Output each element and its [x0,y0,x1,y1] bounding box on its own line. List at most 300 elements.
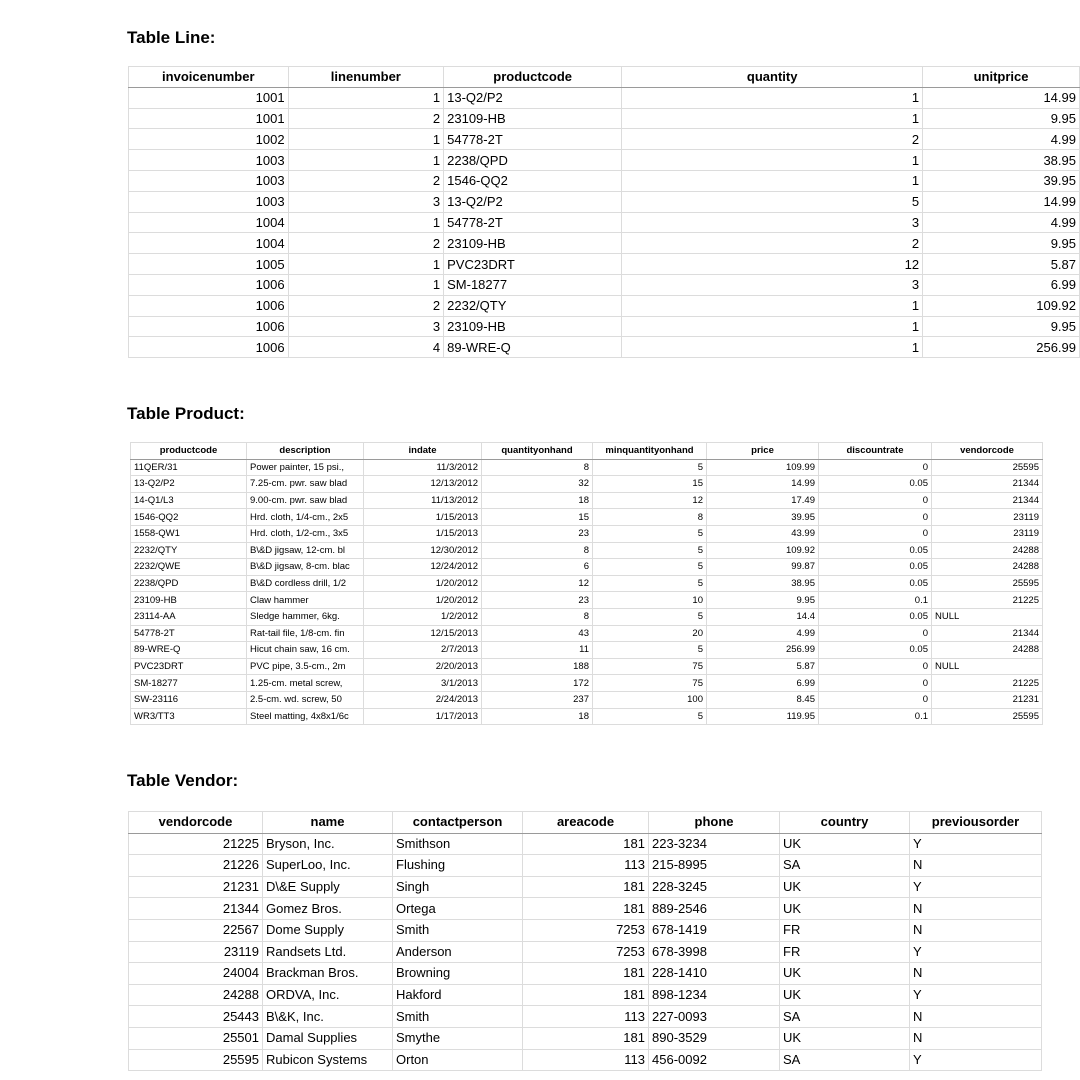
product-header-indate: indate [364,443,482,460]
product-cell-productcode: 2238/QPD [131,575,247,592]
product-cell-indate: 3/1/2013 [364,675,482,692]
vendor-cell-areacode: 181 [523,963,649,985]
product-cell-price: 9.95 [707,592,819,609]
product-cell-indate: 1/20/2012 [364,592,482,609]
product-cell-indate: 2/24/2013 [364,691,482,708]
product-cell-discountrate: 0 [819,625,932,642]
line-cell-productcode: 13-Q2/P2 [444,87,622,108]
product-cell-vendorcode: 21231 [932,691,1043,708]
product-row [131,476,1043,493]
vendor-cell-vendorcode: 25443 [129,1006,263,1028]
product-cell-description: Hicut chain saw, 16 cm. [247,642,364,659]
vendor-cell-country: UK [780,1027,910,1049]
vendor-cell-name: ORDVA, Inc. [263,984,393,1006]
product-cell-description: Hrd. cloth, 1/4-cm., 2x5 [247,509,364,526]
vendor-cell-country: FR [780,919,910,941]
line-cell-quantity: 1 [622,87,923,108]
product-cell-description: 7.25-cm. pwr. saw blad [247,476,364,493]
product-cell-productcode: SM-18277 [131,675,247,692]
product-cell-description: B\&D jigsaw, 8-cm. blac [247,559,364,576]
vendor-cell-phone: 456-0092 [649,1049,780,1071]
product-cell-description: Rat-tail file, 1/8-cm. fin [247,625,364,642]
product-cell-vendorcode: NULL [932,658,1043,675]
line-table [128,66,1080,358]
product-cell-discountrate: 0 [819,691,932,708]
product-cell-productcode: 89-WRE-Q [131,642,247,659]
product-header-minquantityonhand: minquantityonhand [593,443,707,460]
product-row [131,658,1043,675]
vendor-cell-previousorder: N [910,1027,1042,1049]
vendor-cell-contactperson: Ortega [393,898,523,920]
product-cell-vendorcode: 23119 [932,509,1043,526]
line-cell-unitprice: 9.95 [923,233,1080,254]
product-row [131,625,1043,642]
vendor-cell-vendorcode: 21225 [129,833,263,855]
product-cell-price: 17.49 [707,492,819,509]
vendor-cell-contactperson: Browning [393,963,523,985]
line-cell-linenumber: 2 [288,233,444,254]
line-cell-productcode: 23109-HB [444,233,622,254]
product-row [131,708,1043,725]
line-cell-linenumber: 2 [288,295,444,316]
product-cell-indate: 2/7/2013 [364,642,482,659]
product-cell-quantityonhand: 23 [482,525,593,542]
vendor-cell-previousorder: N [910,898,1042,920]
product-row [131,559,1043,576]
vendor-table [128,811,1042,1071]
product-row [131,459,1043,476]
vendor-cell-previousorder: Y [910,833,1042,855]
vendor-cell-areacode: 181 [523,1027,649,1049]
product-cell-productcode: 13-Q2/P2 [131,476,247,493]
vendor-header-vendorcode: vendorcode [129,812,263,834]
product-cell-indate: 12/30/2012 [364,542,482,559]
vendor-row [129,1049,1042,1071]
line-cell-unitprice: 4.99 [923,212,1080,233]
product-row [131,642,1043,659]
line-header-productcode: productcode [444,67,622,88]
line-cell-quantity: 3 [622,274,923,295]
vendor-header-phone: phone [649,812,780,834]
product-cell-indate: 1/15/2013 [364,525,482,542]
vendor-cell-name: Randsets Ltd. [263,941,393,963]
product-cell-indate: 1/17/2013 [364,708,482,725]
product-header-productcode: productcode [131,443,247,460]
line-header-linenumber: linenumber [288,67,444,88]
line-cell-productcode: 54778-2T [444,212,622,233]
product-cell-discountrate: 0.05 [819,559,932,576]
line-cell-invoicenumber: 1001 [129,108,289,129]
line-cell-invoicenumber: 1003 [129,170,289,191]
vendor-cell-vendorcode: 21231 [129,876,263,898]
product-cell-vendorcode: 24288 [932,559,1043,576]
product-cell-discountrate: 0.1 [819,592,932,609]
vendor-cell-previousorder: Y [910,876,1042,898]
vendor-cell-phone: 227-0093 [649,1006,780,1028]
product-cell-vendorcode: 23119 [932,525,1043,542]
vendor-header-areacode: areacode [523,812,649,834]
line-row [129,129,1080,150]
line-cell-productcode: 23109-HB [444,108,622,129]
product-cell-productcode: SW-23116 [131,691,247,708]
product-cell-minquantityonhand: 75 [593,658,707,675]
line-cell-linenumber: 1 [288,274,444,295]
product-cell-vendorcode: 24288 [932,542,1043,559]
vendor-cell-country: UK [780,833,910,855]
vendor-cell-areacode: 113 [523,1049,649,1071]
product-cell-discountrate: 0 [819,675,932,692]
product-cell-minquantityonhand: 5 [593,642,707,659]
product-cell-price: 5.87 [707,658,819,675]
line-cell-invoicenumber: 1001 [129,87,289,108]
product-cell-productcode: 1558-QW1 [131,525,247,542]
vendor-cell-name: Gomez Bros. [263,898,393,920]
vendor-cell-vendorcode: 25501 [129,1027,263,1049]
vendor-cell-areacode: 113 [523,1006,649,1028]
product-cell-price: 14.4 [707,608,819,625]
product-cell-description: 1.25-cm. metal screw, [247,675,364,692]
product-cell-productcode: WR3/TT3 [131,708,247,725]
product-header-quantityonhand: quantityonhand [482,443,593,460]
vendor-cell-phone: 223-3234 [649,833,780,855]
vendor-row [129,984,1042,1006]
vendor-cell-phone: 678-3998 [649,941,780,963]
vendor-cell-country: UK [780,963,910,985]
product-cell-productcode: PVC23DRT [131,658,247,675]
product-cell-indate: 2/20/2013 [364,658,482,675]
product-cell-discountrate: 0.05 [819,542,932,559]
product-cell-indate: 1/15/2013 [364,509,482,526]
vendor-cell-phone: 898-1234 [649,984,780,1006]
product-cell-vendorcode: NULL [932,608,1043,625]
line-cell-productcode: 54778-2T [444,129,622,150]
product-cell-indate: 11/13/2012 [364,492,482,509]
product-cell-indate: 1/2/2012 [364,608,482,625]
product-row [131,592,1043,609]
product-cell-indate: 12/24/2012 [364,559,482,576]
product-cell-discountrate: 0 [819,459,932,476]
product-cell-vendorcode: 21344 [932,492,1043,509]
line-cell-unitprice: 9.95 [923,108,1080,129]
line-cell-productcode: 2232/QTY [444,295,622,316]
line-row [129,87,1080,108]
vendor-cell-vendorcode: 25595 [129,1049,263,1071]
line-cell-invoicenumber: 1003 [129,191,289,212]
product-cell-description: Power painter, 15 psi., [247,459,364,476]
vendor-cell-vendorcode: 22567 [129,919,263,941]
vendor-cell-vendorcode: 23119 [129,941,263,963]
vendor-cell-name: Bryson, Inc. [263,833,393,855]
product-cell-price: 8.45 [707,691,819,708]
product-cell-indate: 1/20/2012 [364,575,482,592]
line-cell-productcode: 23109-HB [444,316,622,337]
product-cell-price: 39.95 [707,509,819,526]
product-cell-price: 119.95 [707,708,819,725]
line-row [129,254,1080,275]
product-cell-vendorcode: 25595 [932,575,1043,592]
product-cell-vendorcode: 21344 [932,476,1043,493]
product-cell-price: 109.92 [707,542,819,559]
product-cell-price: 43.99 [707,525,819,542]
product-cell-discountrate: 0 [819,509,932,526]
product-cell-productcode: 14-Q1/L3 [131,492,247,509]
product-cell-vendorcode: 25595 [932,459,1043,476]
product-cell-quantityonhand: 8 [482,542,593,559]
line-cell-productcode: 13-Q2/P2 [444,191,622,212]
product-cell-minquantityonhand: 75 [593,675,707,692]
product-cell-price: 109.99 [707,459,819,476]
product-cell-discountrate: 0 [819,492,932,509]
vendor-cell-country: UK [780,898,910,920]
product-cell-description: Steel matting, 4x8x1/6c [247,708,364,725]
vendor-cell-phone: 228-1410 [649,963,780,985]
product-row [131,575,1043,592]
product-cell-indate: 12/15/2013 [364,625,482,642]
product-cell-price: 4.99 [707,625,819,642]
product-cell-vendorcode: 24288 [932,642,1043,659]
line-cell-linenumber: 1 [288,150,444,171]
vendor-cell-vendorcode: 21344 [129,898,263,920]
product-cell-productcode: 11QER/31 [131,459,247,476]
line-cell-productcode: 1546-QQ2 [444,170,622,191]
product-cell-quantityonhand: 188 [482,658,593,675]
line-cell-quantity: 1 [622,337,923,358]
line-cell-linenumber: 3 [288,191,444,212]
product-cell-vendorcode: 21344 [932,625,1043,642]
product-cell-quantityonhand: 32 [482,476,593,493]
product-cell-productcode: 23114-AA [131,608,247,625]
vendor-cell-contactperson: Anderson [393,941,523,963]
vendor-cell-vendorcode: 24288 [129,984,263,1006]
product-row [131,509,1043,526]
product-cell-discountrate: 0 [819,525,932,542]
vendor-cell-name: Dome Supply [263,919,393,941]
vendor-cell-country: SA [780,1006,910,1028]
line-cell-linenumber: 2 [288,108,444,129]
line-cell-unitprice: 4.99 [923,129,1080,150]
product-cell-vendorcode: 21225 [932,675,1043,692]
product-cell-minquantityonhand: 5 [593,459,707,476]
product-cell-minquantityonhand: 12 [593,492,707,509]
product-cell-minquantityonhand: 5 [593,559,707,576]
line-cell-quantity: 1 [622,108,923,129]
line-cell-invoicenumber: 1004 [129,212,289,233]
line-cell-linenumber: 2 [288,170,444,191]
line-cell-unitprice: 6.99 [923,274,1080,295]
line-cell-productcode: SM-18277 [444,274,622,295]
vendor-cell-previousorder: N [910,855,1042,877]
product-cell-price: 256.99 [707,642,819,659]
line-cell-linenumber: 4 [288,337,444,358]
product-cell-discountrate: 0.05 [819,642,932,659]
vendor-cell-contactperson: Orton [393,1049,523,1071]
line-cell-unitprice: 14.99 [923,191,1080,212]
line-row [129,212,1080,233]
product-header-price: price [707,443,819,460]
product-table-title: Table Product: [127,404,245,423]
product-cell-minquantityonhand: 5 [593,575,707,592]
vendor-cell-areacode: 181 [523,833,649,855]
product-cell-quantityonhand: 6 [482,559,593,576]
vendor-cell-previousorder: N [910,963,1042,985]
vendor-cell-contactperson: Hakford [393,984,523,1006]
line-header-unitprice: unitprice [923,67,1080,88]
vendor-cell-phone: 678-1419 [649,919,780,941]
line-row [129,337,1080,358]
vendor-cell-vendorcode: 21226 [129,855,263,877]
product-cell-price: 14.99 [707,476,819,493]
line-row [129,233,1080,254]
vendor-header-row [129,812,1042,834]
vendor-cell-country: FR [780,941,910,963]
product-cell-discountrate: 0.05 [819,575,932,592]
vendor-row [129,919,1042,941]
line-cell-quantity: 3 [622,212,923,233]
vendor-cell-areacode: 181 [523,898,649,920]
product-cell-quantityonhand: 12 [482,575,593,592]
vendor-header-country: country [780,812,910,834]
vendor-row [129,833,1042,855]
vendor-cell-areacode: 181 [523,876,649,898]
vendor-cell-name: SuperLoo, Inc. [263,855,393,877]
vendor-cell-previousorder: Y [910,1049,1042,1071]
vendor-row [129,963,1042,985]
line-cell-quantity: 12 [622,254,923,275]
vendor-cell-contactperson: Flushing [393,855,523,877]
vendor-cell-phone: 215-8995 [649,855,780,877]
line-cell-quantity: 1 [622,316,923,337]
line-row [129,274,1080,295]
line-table-title: Table Line: [127,28,216,47]
product-cell-indate: 12/13/2012 [364,476,482,493]
product-row [131,525,1043,542]
vendor-cell-areacode: 113 [523,855,649,877]
line-cell-productcode: 2238/QPD [444,150,622,171]
product-cell-vendorcode: 25595 [932,708,1043,725]
product-cell-minquantityonhand: 100 [593,691,707,708]
product-cell-quantityonhand: 18 [482,492,593,509]
product-cell-minquantityonhand: 10 [593,592,707,609]
line-row [129,316,1080,337]
product-cell-discountrate: 0 [819,658,932,675]
line-cell-linenumber: 1 [288,87,444,108]
product-cell-description: 2.5-cm. wd. screw, 50 [247,691,364,708]
line-row [129,191,1080,212]
vendor-cell-country: SA [780,855,910,877]
vendor-cell-vendorcode: 24004 [129,963,263,985]
line-header-row [129,67,1080,88]
line-cell-invoicenumber: 1003 [129,150,289,171]
line-header-quantity: quantity [622,67,923,88]
vendor-cell-areacode: 181 [523,984,649,1006]
vendor-cell-contactperson: Singh [393,876,523,898]
product-cell-quantityonhand: 8 [482,459,593,476]
product-cell-quantityonhand: 8 [482,608,593,625]
line-cell-linenumber: 1 [288,129,444,150]
product-cell-productcode: 23109-HB [131,592,247,609]
product-row [131,542,1043,559]
vendor-cell-areacode: 7253 [523,941,649,963]
product-cell-productcode: 2232/QTY [131,542,247,559]
product-cell-minquantityonhand: 15 [593,476,707,493]
line-cell-quantity: 1 [622,150,923,171]
vendor-row [129,941,1042,963]
line-cell-invoicenumber: 1006 [129,316,289,337]
line-cell-quantity: 1 [622,170,923,191]
line-cell-quantity: 5 [622,191,923,212]
line-cell-unitprice: 39.95 [923,170,1080,191]
line-cell-unitprice: 38.95 [923,150,1080,171]
vendor-cell-phone: 889-2546 [649,898,780,920]
product-cell-quantityonhand: 11 [482,642,593,659]
product-table [130,442,1043,725]
line-cell-quantity: 2 [622,129,923,150]
line-cell-unitprice: 9.95 [923,316,1080,337]
product-row [131,691,1043,708]
product-cell-discountrate: 0.05 [819,608,932,625]
product-cell-minquantityonhand: 20 [593,625,707,642]
line-cell-quantity: 2 [622,233,923,254]
vendor-table-title: Table Vendor: [127,771,239,790]
line-cell-productcode: 89-WRE-Q [444,337,622,358]
product-cell-quantityonhand: 23 [482,592,593,609]
line-body [129,87,1080,357]
line-cell-linenumber: 1 [288,254,444,275]
vendor-cell-country: SA [780,1049,910,1071]
product-cell-price: 6.99 [707,675,819,692]
vendor-cell-name: Damal Supplies [263,1027,393,1049]
product-cell-quantityonhand: 15 [482,509,593,526]
vendor-cell-previousorder: Y [910,984,1042,1006]
product-cell-minquantityonhand: 8 [593,509,707,526]
vendor-cell-contactperson: Smith [393,1006,523,1028]
product-cell-minquantityonhand: 5 [593,608,707,625]
product-cell-description: PVC pipe, 3.5-cm., 2m [247,658,364,675]
product-cell-description: Claw hammer [247,592,364,609]
vendor-row [129,898,1042,920]
product-row [131,675,1043,692]
line-cell-invoicenumber: 1006 [129,337,289,358]
line-row [129,295,1080,316]
vendor-cell-contactperson: Smithson [393,833,523,855]
product-cell-quantityonhand: 172 [482,675,593,692]
vendor-cell-name: Rubicon Systems [263,1049,393,1071]
product-header-vendorcode: vendorcode [932,443,1043,460]
vendor-cell-country: UK [780,876,910,898]
line-row [129,170,1080,191]
vendor-row [129,1006,1042,1028]
product-cell-productcode: 1546-QQ2 [131,509,247,526]
line-cell-unitprice: 256.99 [923,337,1080,358]
line-cell-linenumber: 1 [288,212,444,233]
product-cell-description: Hrd. cloth, 1/2-cm., 3x5 [247,525,364,542]
vendor-cell-name: Brackman Bros. [263,963,393,985]
product-cell-quantityonhand: 43 [482,625,593,642]
line-cell-unitprice: 14.99 [923,87,1080,108]
product-cell-price: 99.87 [707,559,819,576]
line-cell-invoicenumber: 1006 [129,274,289,295]
vendor-row [129,855,1042,877]
vendor-header-name: name [263,812,393,834]
product-row [131,492,1043,509]
vendor-cell-name: B\&K, Inc. [263,1006,393,1028]
product-cell-discountrate: 0.1 [819,708,932,725]
product-cell-minquantityonhand: 5 [593,542,707,559]
vendor-cell-contactperson: Smythe [393,1027,523,1049]
vendor-cell-name: D\&E Supply [263,876,393,898]
product-cell-description: Sledge hammer, 6kg. [247,608,364,625]
product-row [131,608,1043,625]
